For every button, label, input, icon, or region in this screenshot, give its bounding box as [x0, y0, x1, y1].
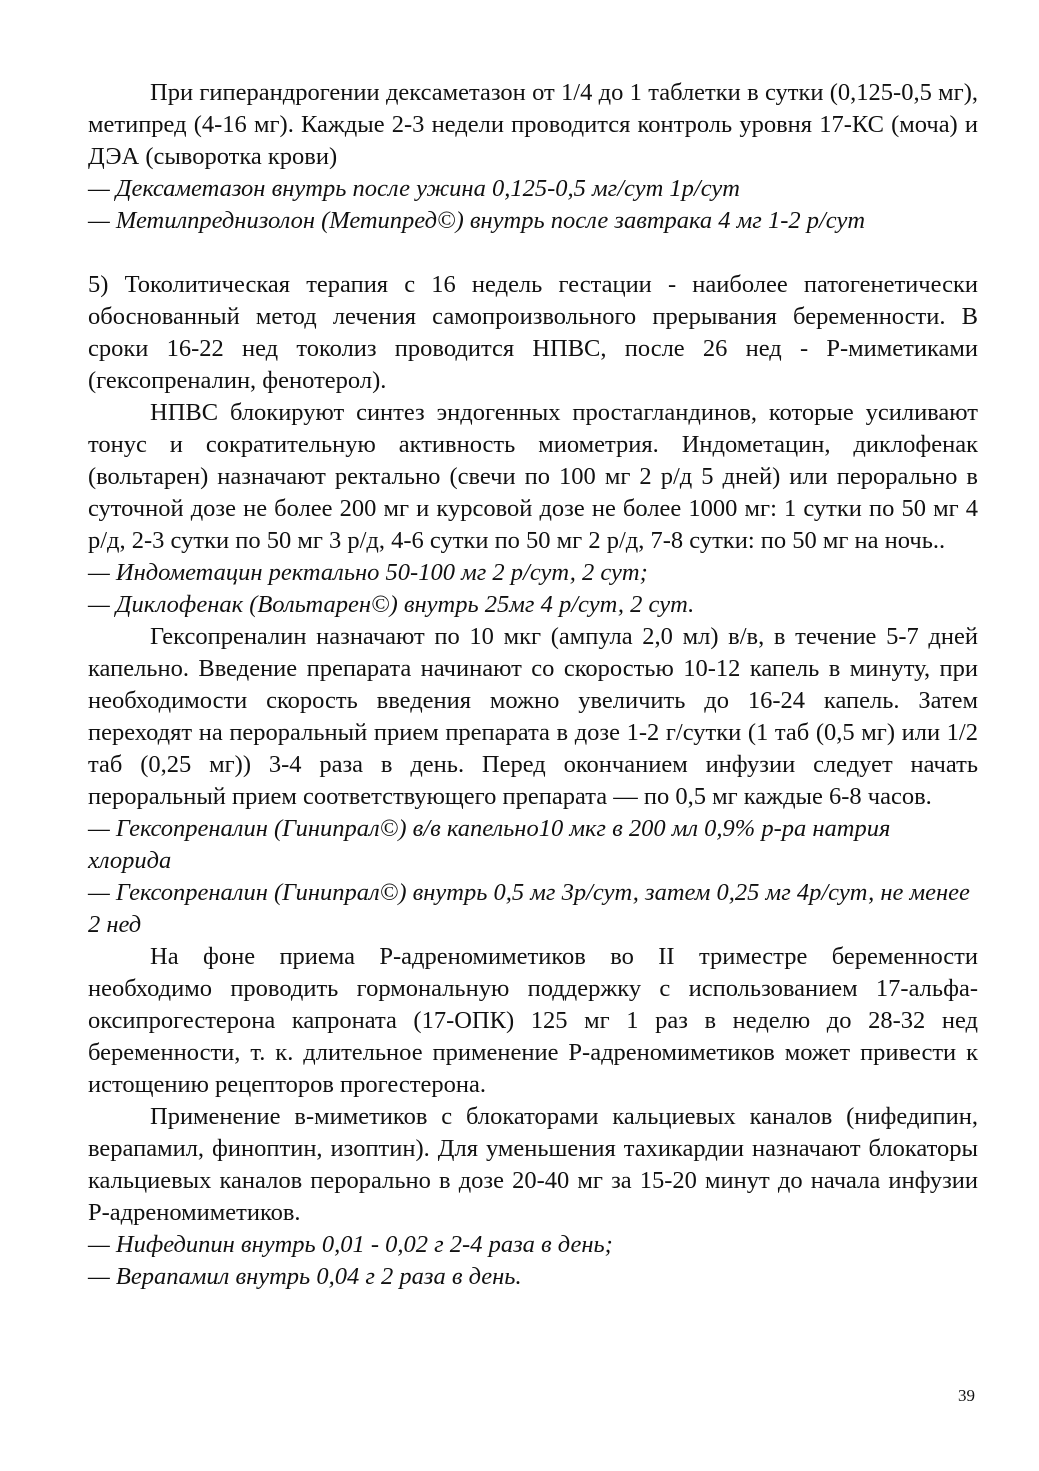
drug-line-verapamil: — Верапамил внутрь 0,04 г 2 раза в день.	[88, 1263, 522, 1290]
drug-line-nifedipine: — Нифедипин внутрь 0,01 - 0,02 г 2-4 раза в день;	[88, 1231, 613, 1258]
paragraph-hyperandrogenism: При гиперандрогении дексаметазон от 1/4 до 1 таблетки в сутки (0,125-0,5 мг), метипред (4-16 мг). Каждые 2-3 недели проводится контроль уровня 17-КС (моча) и ДЭА (сыворотка крови)	[88, 79, 978, 170]
drug-line-hexoprenaline-iv: — Гексопреналин (Гинипрал©) в/в капельно10 мкг в 200 мл 0,9% р-ра натрия хлорида	[88, 815, 891, 874]
drug-line-hexoprenaline-oral: — Гексопреналин (Гинипрал©) внутрь 0,5 мг 3р/сут, затем 0,25 мг 4р/сут, не менее 2 нед	[88, 879, 970, 938]
drug-line-indomethacin: — Индометацин ректально 50-100 мг 2 р/сут, 2 сут;	[88, 559, 648, 586]
paragraph-hexoprenaline: Гексопреналин назначают по 10 мкг (ампула 2,0 мл) в/в, в течение 5-7 дней капельно. Введение препарата начинают со скоростью 10-12 капель в минуту, при необходимости скорость введения можно увеличить до 16-24 капель. Затем переходят на пероральный прием препарата в дозе 1-2 г/сутки (1 таб (0,5 мг) или 1/2 таб (0,25 мг)) 3-4 раза в день. Перед окончанием инфузии следует начать пероральный прием соответствующего препарата — по 0,5 мг каждые 6-8 часов.	[88, 623, 978, 810]
page-body	[88, 77, 978, 1293]
drug-line-methylprednisolone: — Метилпреднизолон (Метипред©) внутрь после завтрака 4 мг 1-2 р/сут	[88, 207, 866, 234]
spacer	[88, 237, 978, 269]
paragraph-tocolytic-therapy: 5) Токолитическая терапия с 16 недель гестации - наиболее патогенетически обоснованный метод лечения самопроизвольного прерывания беременности. В сроки 16-22 нед токолиз проводится НПВС, после 26 нед - Р-миметиками (гексопреналин, фенотерол).	[88, 271, 978, 394]
paragraph-calcium-channel-blockers: Применение в-миметиков с блокаторами кальциевых каналов (нифедипин, верапамил, финоптин, изоптин). Для уменьшения тахикардии назначают блокаторы кальциевых каналов перорально в дозе 20-40 мг за 15-20 минут до начала инфузии Р-адреномиметиков.	[88, 1103, 978, 1226]
drug-line-dexamethasone: — Дексаметазон внутрь после ужина 0,125-0,5 мг/сут 1р/сут	[88, 175, 740, 202]
paragraph-nsaids: НПВС блокируют синтез эндогенных простагландинов, которые усиливают тонус и сократительную активность миометрия. Индометацин, диклофенак (вольтарен) назначают ректально (свечи по 100 мг 2 р/д 5 дней) или перорально в суточной дозе не более 200 мг и курсовой дозе не более 1000 мг: 1 сутки по 50 мг 4 р/д, 2-3 сутки по 50 мг 3 р/д, 4-6 сутки по 50 мг 2 р/д, 7-8 сутки: по 50 мг на ночь..	[88, 399, 978, 554]
paragraph-hormonal-support: На фоне приема Р-адреномиметиков во II триместре беременности необходимо проводить гормональную поддержку с использованием 17-альфа-оксипрогестерона капроната (17-ОПК) 125 мг 1 раз в неделю до 28-32 нед беременности, т. к. длительное применение Р-адреномиметиков может привести к истощению рецепторов прогестерона.	[88, 943, 978, 1098]
page-number: 39	[958, 1386, 975, 1405]
drug-line-diclofenac: — Диклофенак (Вольтарен©) внутрь 25мг 4 р/сут, 2 сут.	[88, 591, 695, 618]
